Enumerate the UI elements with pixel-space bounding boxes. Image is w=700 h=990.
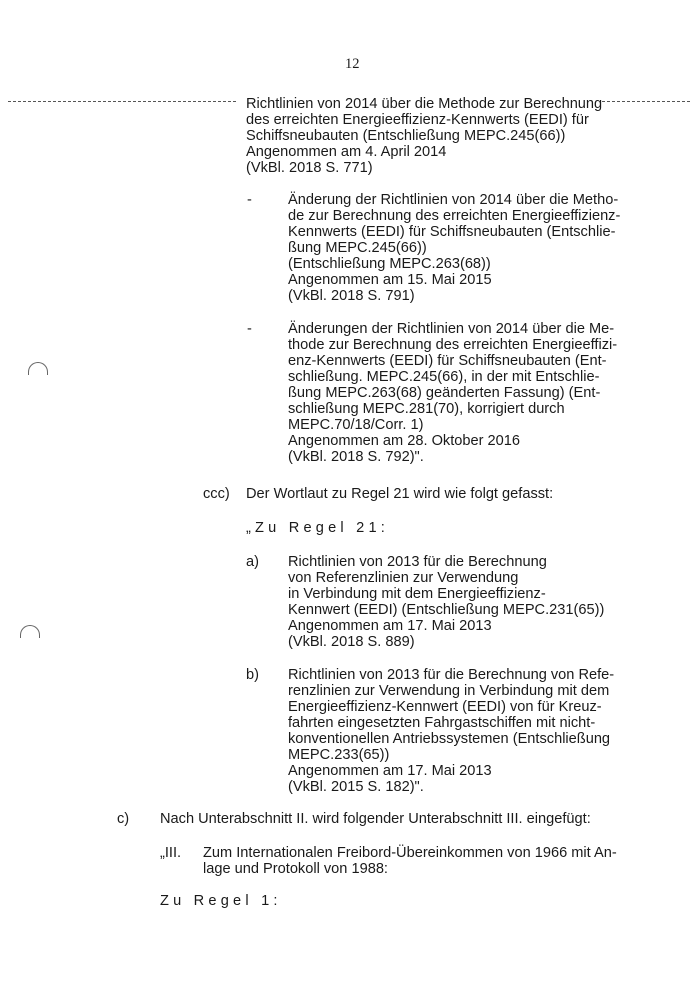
intro-line: Richtlinien von 2014 über die Methode zur Berechnung [246, 96, 603, 112]
item-b-line: MEPC.233(65)) [288, 747, 390, 763]
intro-paragraph [246, 96, 602, 176]
scan-mark-lower [20, 625, 40, 638]
item-a-line: von Referenzlinien zur Verwendung [288, 570, 519, 586]
amendment-2-line: Angenommen am 28. Oktober 2016 [288, 433, 521, 449]
amendment-2-line: Änderungen der Richtlinien von 2014 über die Me- [288, 321, 615, 337]
amendment-1-paragraph [288, 192, 620, 304]
item-b-line: renzlinien zur Verwendung in Verbindung mit dem [288, 683, 610, 699]
amendment-2-line: (VkBl. 2018 S. 792)". [288, 449, 424, 465]
intro-line: Angenommen am 4. April 2014 [246, 144, 447, 160]
amendment-2-marker: - [247, 321, 252, 337]
section-iii-line: Zum Internationalen Freibord-Übereinkommen von 1966 mit An- [203, 845, 617, 861]
left-divider-line [8, 101, 236, 102]
right-divider-line [602, 101, 690, 102]
item-b-line: (VkBl. 2015 S. 182)". [288, 779, 424, 795]
amendment-1-line: (Entschließung MEPC.263(68)) [288, 256, 491, 272]
item-b-line: Energieeffizienz-Kennwert (EEDI) von für Kreuz- [288, 699, 602, 715]
item-b-line: Richtlinien von 2013 für die Berechnung von Refe- [288, 667, 615, 683]
section-iii-label: „III. [160, 845, 182, 861]
item-b-paragraph [288, 667, 614, 795]
amendment-1-line: ßung MEPC.245(66)) [288, 240, 427, 256]
item-a-line: Richtlinien von 2013 für die Berechnung [288, 554, 547, 570]
amendment-2-line: thode zur Berechnung des erreichten Energieeffizi- [288, 337, 618, 353]
amendment-1-line: Kennwerts (EEDI) für Schiffsneubauten (Entschlie- [288, 224, 616, 240]
page-number: 12 [345, 56, 360, 72]
item-c-text: Nach Unterabschnitt II. wird folgender Unterabschnitt III. eingefügt: [160, 811, 591, 827]
amendment-2-line: schließung MEPC.281(70), korrigiert durch [288, 401, 565, 417]
item-a-line: (VkBl. 2018 S. 889) [288, 634, 415, 650]
amendment-1-line: de zur Berechnung des erreichten Energieeffizienz- [288, 208, 621, 224]
amendment-1-marker: - [247, 192, 252, 208]
item-c-label: c) [117, 811, 130, 827]
item-a-paragraph [288, 554, 604, 650]
amendment-2-line: ßung MEPC.263(68) geänderten Fassung) (Ent- [288, 385, 601, 401]
amendment-2-paragraph [288, 321, 617, 465]
item-a-line: Kennwert (EEDI) (Entschließung MEPC.231(65)) [288, 602, 605, 618]
item-a-line: Angenommen am 17. Mai 2013 [288, 618, 492, 634]
amendment-1-line: Änderung der Richtlinien von 2014 über die Metho- [288, 192, 619, 208]
item-b-line: Angenommen am 17. Mai 2013 [288, 763, 492, 779]
ccc-label: ccc) [203, 486, 230, 502]
scan-mark-upper [28, 362, 48, 375]
regel-1-heading: Zu Regel 1: [160, 893, 282, 909]
amendment-1-line: (VkBl. 2018 S. 791) [288, 288, 415, 304]
section-iii-paragraph [203, 845, 617, 877]
item-b-line: konventionellen Antriebssystemen (Entschließung [288, 731, 611, 747]
item-b-line: fahrten eingesetzten Fahrgastschiffen mit nicht- [288, 715, 596, 731]
amendment-2-line: schließung. MEPC.245(66), in der mit Entschlie- [288, 369, 600, 385]
intro-line: Schiffsneubauten (Entschließung MEPC.245(66)) [246, 128, 566, 144]
item-a-label: a) [246, 554, 259, 570]
intro-line: (VkBl. 2018 S. 771) [246, 160, 373, 176]
amendment-2-line: enz-Kennwerts (EEDI) für Schiffsneubauten (Ent- [288, 353, 607, 369]
amendment-1-line: Angenommen am 15. Mai 2015 [288, 272, 492, 288]
ccc-text: Der Wortlaut zu Regel 21 wird wie folgt gefasst: [246, 486, 554, 502]
intro-line: des erreichten Energieeffizienz-Kennwerts (EEDI) für [246, 112, 589, 128]
item-b-label: b) [246, 667, 259, 683]
section-iii-line: lage und Protokoll von 1988: [203, 861, 388, 877]
amendment-2-line: MEPC.70/18/Corr. 1) [288, 417, 424, 433]
item-a-line: in Verbindung mit dem Energieeffizienz- [288, 586, 546, 602]
regel-21-heading: „Zu Regel 21: [246, 520, 390, 536]
